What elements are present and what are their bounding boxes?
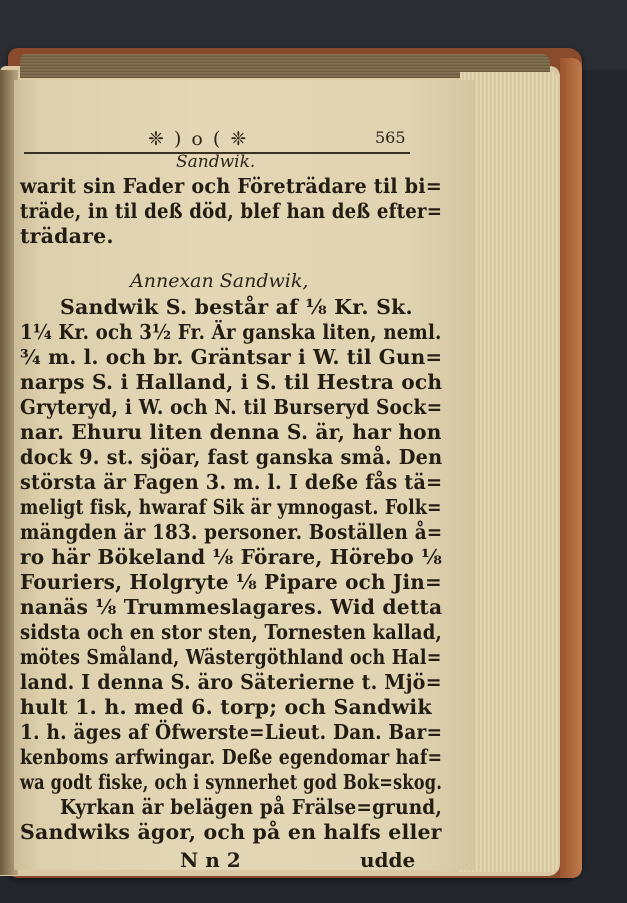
cover-edge [560, 58, 582, 878]
text-line: meligt fisk, hwaraf Sik är ymnogast. Folk= [20, 495, 442, 519]
text-line: Fouriers, Holgryte ⅛ Pipare och Jin= [20, 570, 442, 594]
text-line: 1¼ Kr. och 3½ Fr. Är ganska liten, neml. [20, 320, 442, 344]
running-head: Sandwik. [176, 152, 256, 172]
text-line: Gryteryd, i W. och N. til Burseryd Sock= [20, 395, 443, 419]
text-line: träde, in til deß död, blef han deß efter= [20, 199, 443, 223]
section-heading: Annexan Sandwik, [130, 270, 309, 292]
text-line: 1. h. äges af Öfwerste=Lieut. Dan. Bar= [20, 720, 443, 744]
text-line: mötes Småland, Wästergöthland och Hal= [20, 645, 442, 669]
catchword: udde [360, 848, 416, 872]
text-line: nar. Ehuru liten denna S. är, har hon [20, 420, 442, 444]
text-line: wa godt fiske, och i synnerhet god Bok=skog. [20, 770, 443, 794]
text-line: land. I denna S. äro Säterierne t. Mjö= [20, 670, 442, 694]
text-line: kenboms arfwingar. Deße egendomar haf= [20, 745, 443, 769]
header-ornament: ❈ ) o ( ❈ [148, 128, 249, 150]
signature-mark: N n 2 [180, 848, 241, 872]
text-line: warit sin Fader och Företrädare til bi= [20, 174, 443, 198]
text-line: mängden är 183. personer. Boställen å= [20, 520, 443, 544]
text-line: Kyrkan är belägen på Frälse=grund, [60, 795, 443, 819]
text-line: största är Fagen 3. m. l. I deße fås tä= [20, 470, 443, 494]
text-line: Sandwiks ägor, och på en halfs eller [20, 820, 442, 844]
fore-edge-pages [460, 72, 560, 872]
text-line: ¾ m. l. och br. Gräntsar i W. til Gun= [20, 345, 443, 369]
text-line: sidsta och en stor sten, Tornesten kallad, [20, 620, 442, 644]
text-line: ro här Bökeland ⅛ Förare, Hörebo ⅛ [20, 545, 443, 569]
text-line: hult 1. h. med 6. torp; och Sandwik [20, 695, 432, 719]
text-line: nanäs ⅛ Trummeslagares. Wid detta [20, 595, 443, 619]
page-number: 565 [375, 128, 406, 147]
text-line: Sandwik S. består af ⅛ Kr. Sk. [60, 295, 413, 319]
text-line: trädare. [20, 224, 114, 248]
text-line: narps S. i Halland, i S. til Hestra och [20, 370, 443, 394]
text-line: dock 9. st. sjöar, fast ganska små. Den [20, 445, 443, 469]
